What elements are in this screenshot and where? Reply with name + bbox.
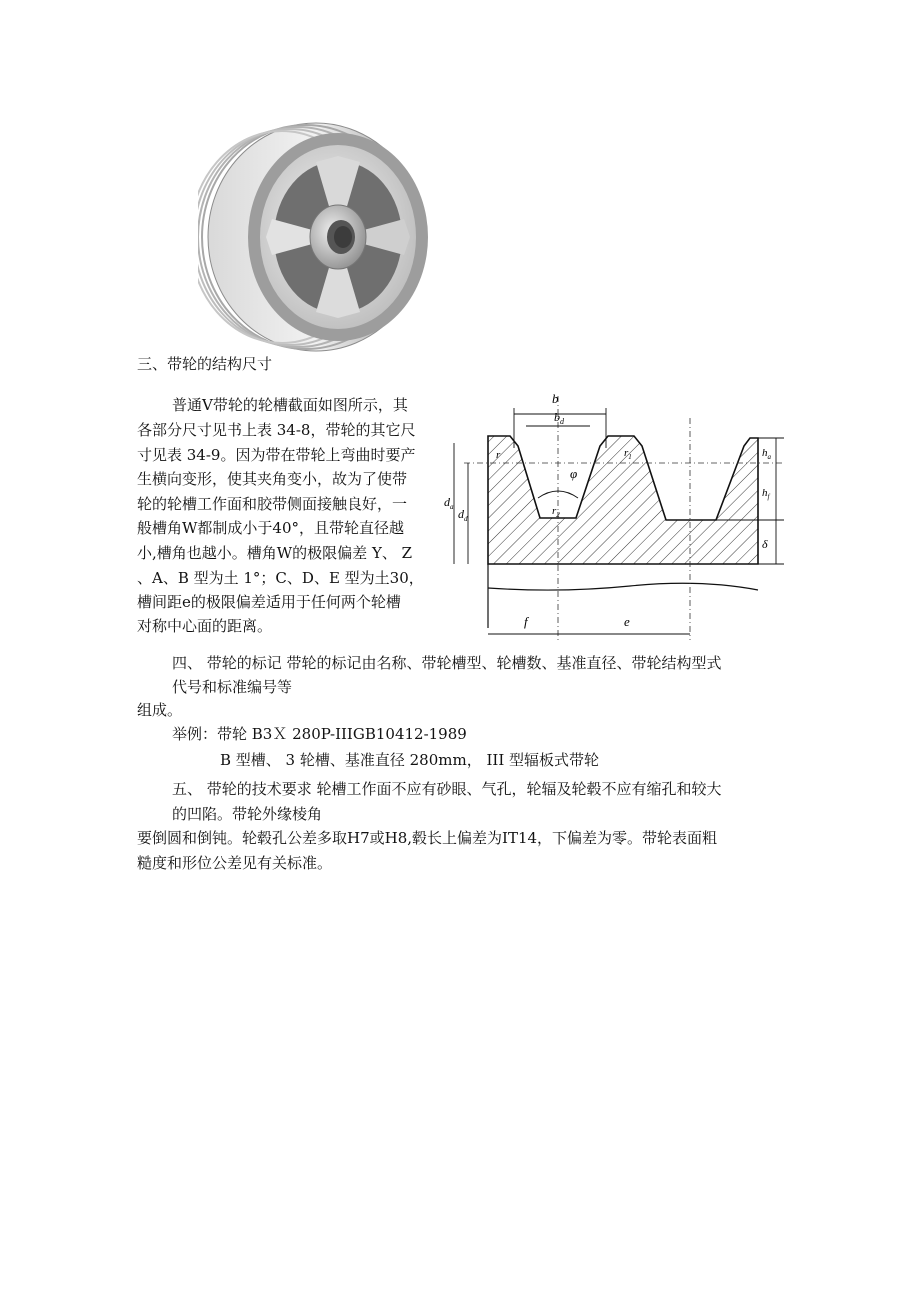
pulley-illustration — [198, 116, 450, 358]
label-hf: $h_f$ — [762, 487, 770, 501]
label-ha: $h_a$ — [762, 447, 771, 461]
label-bd: $b_d$ — [554, 410, 564, 426]
section4-line: 四、 带轮的标记 带轮的标记由名称、带轮槽型、轮槽数、基准直径、带轮结构型式 — [172, 654, 722, 672]
section4-line: 组成。 — [137, 701, 183, 719]
paragraph-line: 、A、B 型为土 1°；C、D、E 型为土30， — [137, 569, 424, 587]
pulley-hub — [310, 205, 366, 269]
paragraph-line: 各部分尺寸见书上表 34-8，带轮的其它尺 — [137, 421, 416, 439]
label-da: $d_a$ — [444, 495, 454, 511]
label-f: f — [524, 614, 528, 629]
paragraph-line: 轮的轮槽工作面和胶带侧面接触良好，一 — [137, 495, 408, 513]
label-dd: $d_d$ — [458, 507, 468, 523]
paragraph-line: 寸见表 34-9。因为带在带轮上弯曲时要产 — [137, 446, 416, 464]
section5-line: 的凹陷。带轮外缘棱角 — [172, 805, 323, 823]
example-line: 举例：带轮 B3Ｘ 280P-IIIGB10412-1989 — [172, 725, 467, 743]
paragraph-line: 生横向变形，使其夹角变小，故为了使带 — [137, 470, 408, 488]
section5-line: 五、 带轮的技术要求 轮槽工作面不应有砂眼、气孔，轮辐及轮毂不应有缩孔和较大 — [172, 780, 722, 798]
paragraph-line: 小,槽角也越小。槽角W的极限偏差 Y、 Z — [137, 544, 413, 562]
label-phi: φ — [570, 466, 578, 481]
label-r1: $r_1$ — [624, 447, 632, 461]
paragraph-line: 对称中心面的距离。 — [137, 617, 273, 635]
example-explain: B 型槽、 3 轮槽、基准直径 280mm， III 型辐板式带轮 — [220, 751, 600, 769]
label-e: e — [624, 614, 630, 629]
section5-line: 糙度和形位公差见有关标准。 — [137, 854, 333, 872]
groove-section-diagram — [440, 388, 785, 640]
section-heading: 三、带轮的结构尺寸 — [137, 355, 273, 373]
label-delta: δ — [762, 537, 768, 551]
paragraph-line: 普通V带轮的轮槽截面如图所示，其 — [172, 396, 408, 414]
section4-line: 代号和标准编号等 — [172, 678, 293, 696]
label-r2: $r_2$ — [552, 505, 560, 519]
paragraph-line: 般槽角W都制成小于40°，且带轮直径越 — [137, 519, 405, 537]
paragraph-line: 槽间距e的极限偏差适用于任何两个轮槽 — [137, 593, 401, 611]
section-body — [488, 436, 758, 564]
label-b: b — [552, 391, 559, 406]
shaft-outline — [488, 564, 758, 628]
section5-line: 要倒圆和倒钝。轮毂孔公差多取H7或H8,毂长上偏差为IT14，下偏差为零。带轮表面粗 — [137, 829, 718, 847]
label-r-left: r — [496, 449, 501, 461]
